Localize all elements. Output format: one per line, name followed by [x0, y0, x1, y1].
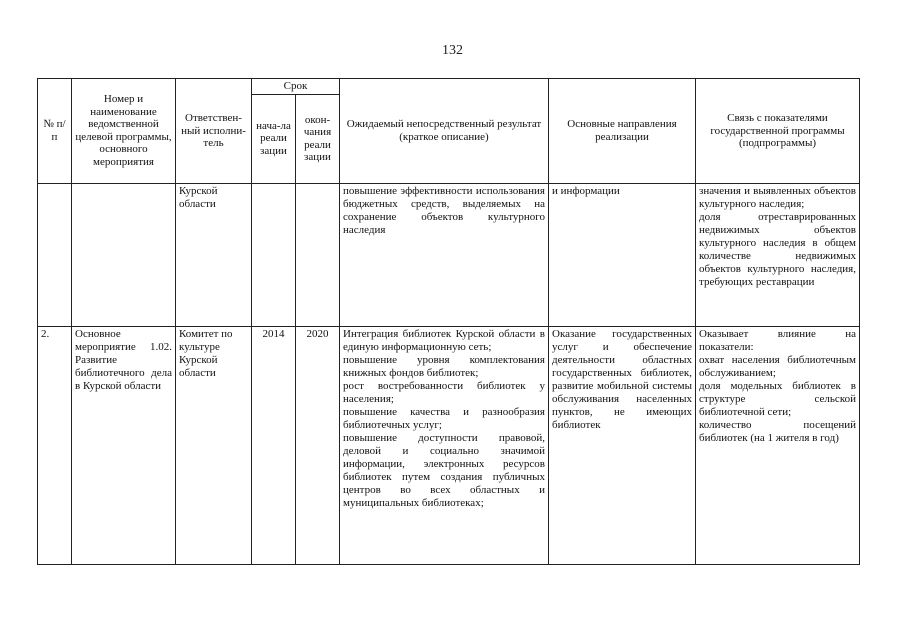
header-row-1 — [38, 79, 860, 95]
cell-start: 2014 — [252, 326, 296, 564]
program-table — [37, 78, 860, 565]
header-result: Ожидаемый непосредственный результат (краткое описание) — [340, 79, 549, 184]
table-row — [38, 326, 860, 564]
cell-program — [72, 183, 176, 326]
cell-program: Основное мероприятие 1.02. Развитие библиотечного дела в Курской области — [72, 326, 176, 564]
table-row — [38, 183, 860, 326]
cell-directions: и информации — [549, 183, 696, 326]
page-number: 132 — [442, 43, 463, 58]
cell-link: Оказывает влияние на показатели: охват населения библиотечным обслуживанием; доля модельных библиотек в структуре сельской библиотечной сети; количество посещений библиотек (на 1 жителя в год) — [696, 326, 860, 564]
cell-end — [296, 183, 340, 326]
cell-result: Интеграция библиотек Курской области в единую информационную сеть; повышение уровня комплектования книжных фондов библиотек; рост востребованности библиотек у населения; повышение качества и разнообразия библиотечных услуг; повышение доступности правовой, деловой и социально значимой информации, электронных ресурсов библиотек путем создания публичных центров во всех областных и муниципальных библиотеках; — [340, 326, 549, 564]
header-num: № п/п — [38, 79, 72, 184]
header-term-start: нача-ла реали зации — [252, 94, 296, 183]
cell-result: повышение эффективности использования бюджетных средств, выделяемых на сохранение объектов культурного наследия — [340, 183, 549, 326]
cell-num: 2. — [38, 326, 72, 564]
cell-executor: Комитет по культуре Курской области — [176, 326, 252, 564]
cell-start — [252, 183, 296, 326]
header-term-end: окон-чания реали зации — [296, 94, 340, 183]
header-directions: Основные направления реализации — [549, 79, 696, 184]
header-term: Срок — [252, 79, 340, 95]
cell-link: значения и выявленных объектов культурного наследия; доля отреставрированных недвижимых объектов культурного наследия в общем количестве недвижимых объектов культурного наследия, требующих реставрации — [696, 183, 860, 326]
header-executor: Ответствен-ный исполни-тель — [176, 79, 252, 184]
cell-executor: Курской области — [176, 183, 252, 326]
header-program: Номер и наименование ведомственной целевой программы, основного мероприятия — [72, 79, 176, 184]
cell-num — [38, 183, 72, 326]
cell-directions: Оказание государственных услуг и обеспечение деятельности областных государственных библиотек, развитие мобильной системы обслуживания населенных пунктов, не имеющих библиотек — [549, 326, 696, 564]
cell-end: 2020 — [296, 326, 340, 564]
header-link: Связь с показателями государственной программы (подпрограммы) — [696, 79, 860, 184]
